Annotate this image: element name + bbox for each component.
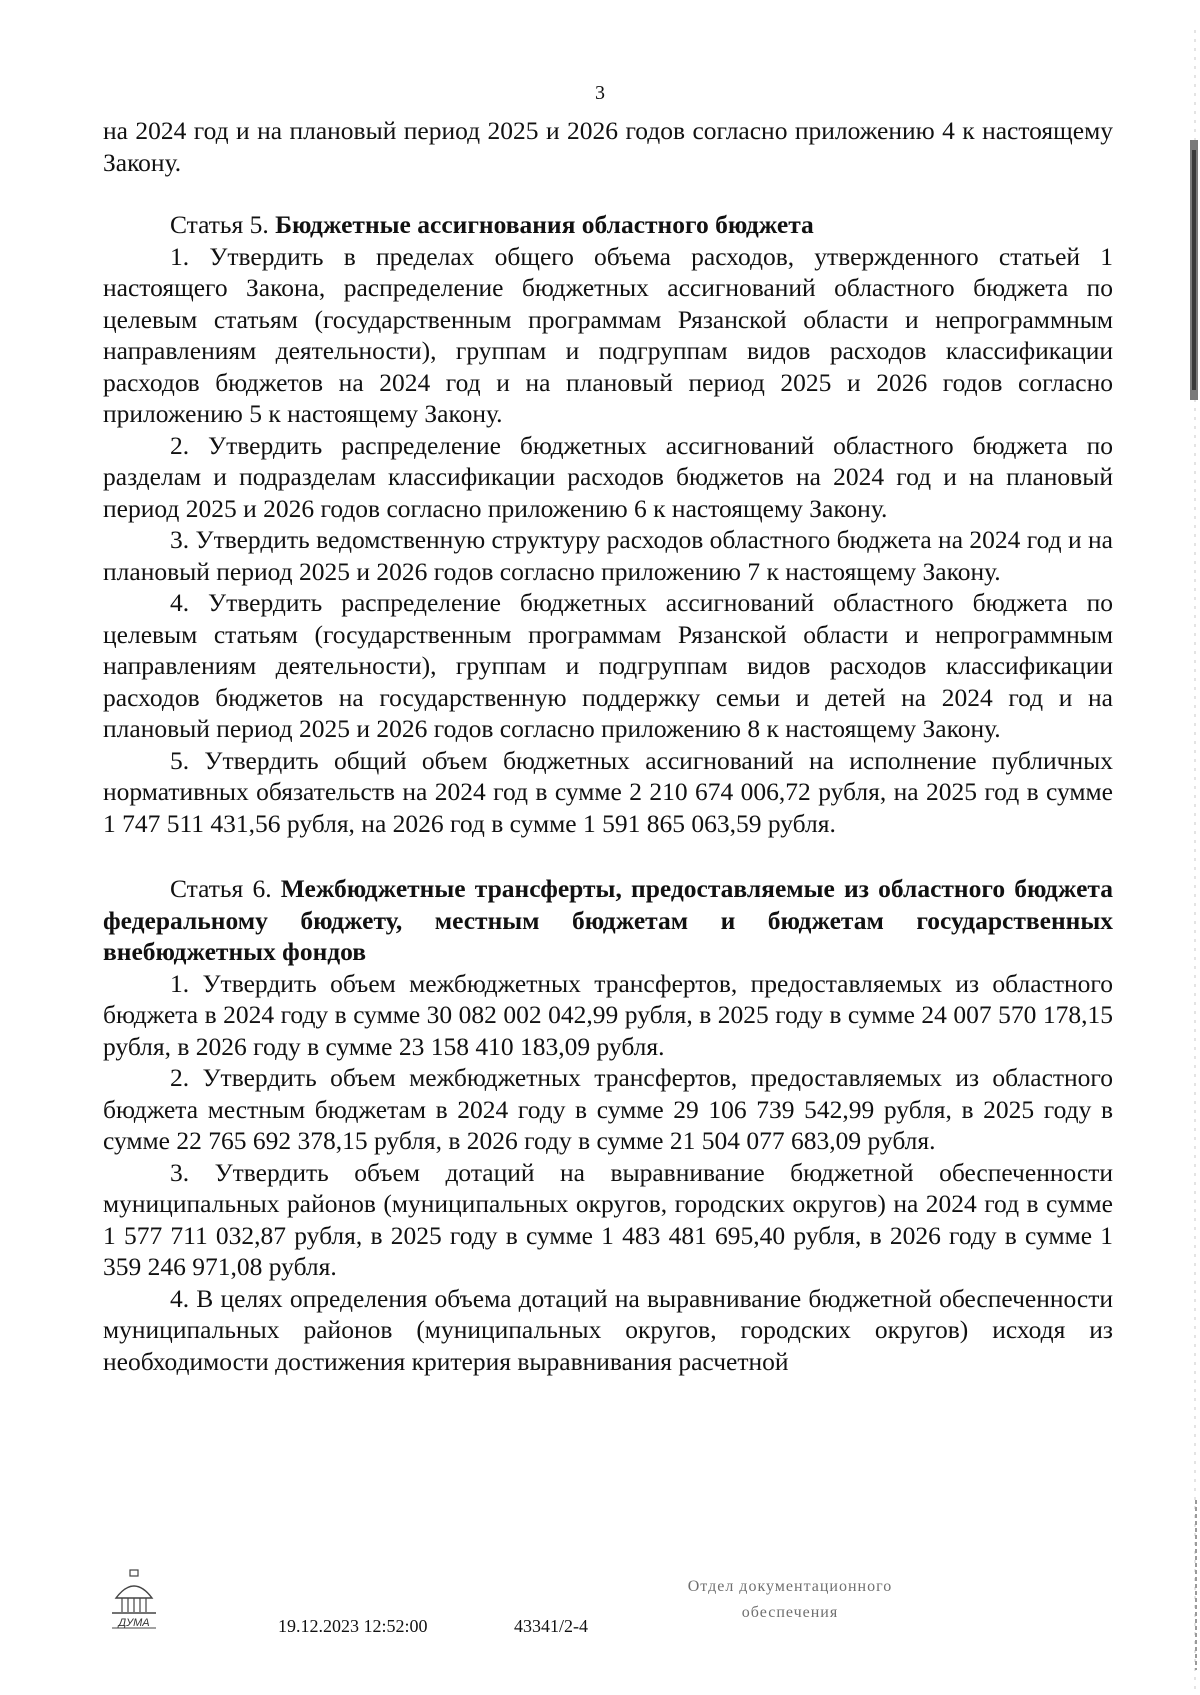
duma-logo-icon bbox=[108, 1568, 160, 1630]
footer-document-number: 43341/2-4 bbox=[514, 1616, 588, 1636]
logo-text: ДУМА bbox=[118, 1617, 150, 1629]
article-6-item-1: 1. Утвердить объем межбюджетных трансфертов, предоставляемых из областного бюджета в 2024 году в сумме 30 082 002 042,99 рубля, в 2025 году в сумме 24 007 570 178,15 рубля, в 2026 году в сумме 23 158 410 183,09 рубля. bbox=[103, 968, 1113, 1061]
stamp-line-2: обеспечения bbox=[741, 1604, 839, 1621]
stamp-line-1: Отдел документационного bbox=[687, 1578, 893, 1595]
article-6-heading bbox=[103, 873, 1113, 968]
article-5-heading bbox=[103, 209, 1113, 241]
article-5-item-4: 4. Утвердить распределение бюджетных ассигнований областного бюджета по целевым статьям (государственным программам Рязанской области и непрограммным направлениям деятельности), группам и подгруппам видов расходов классификации расходов бюджетов на государственную поддержку семьи и детей на 2024 год и на плановый период 2025 и 2026 годов согласно приложению 8 к настоящему Закону. bbox=[103, 588, 1113, 743]
article-6-item-2: 2. Утвердить объем межбюджетных трансфертов, предоставляемых из областного бюджета местным бюджетам в 2024 году в сумме 29 106 739 542,99 рубля, в 2025 году в сумме 22 765 692 378,15 рубля, в 2026 году в сумме 21 504 077 683,09 рубля. bbox=[103, 1063, 1113, 1155]
article-5-item-3: 3. Утвердить ведомственную структуру расходов областного бюджета на 2024 год и на плановый период 2025 и 2026 годов согласно приложению 7 к настоящему Закону. bbox=[103, 525, 1113, 586]
article-5-item-5: 5. Утвердить общий объем бюджетных ассигнований на исполнение публичных нормативных обязательств на 2024 год в сумме 2 210 674 006,72 рубля, на 2025 год в сумме 1 747 511 431,56 рубля, на 2026 год в сумме 1 591 865 063,59 рубля. bbox=[103, 745, 1113, 838]
article-6-prefix: Статья 6. bbox=[170, 874, 281, 903]
article-6-title: Межбюджетные трансферты, предоставляемые из областного бюджета федеральному бюджету, местным бюджетам и бюджетам государственных внебюджетных фондов bbox=[103, 874, 1113, 966]
paragraph-continuation: на 2024 год и на плановый период 2025 и 2026 годов согласно приложению 4 к настоящему Закону. bbox=[103, 116, 1113, 177]
document-body bbox=[103, 115, 1113, 1377]
footer-datetime: 19.12.2023 12:52:00 bbox=[278, 1616, 428, 1636]
article-6-item-3: 3. Утвердить объем дотаций на выравнивание бюджетной обеспеченности муниципальных районов (муниципальных округов, городских округов) на 2024 год в сумме 1 577 711 032,87 рубля, в 2025 году в сумме 1 483 481 695,40 рубля, в 2026 году в сумме 1 359 246 971,08 рубля. bbox=[103, 1157, 1113, 1281]
scan-edge-artifact bbox=[1176, 0, 1200, 1695]
article-5-title: Бюджетные ассигнования областного бюджета bbox=[275, 210, 814, 239]
article-5-item-2: 2. Утвердить распределение бюджетных ассигнований областного бюджета по разделам и подразделам классификации расходов бюджетов на 2024 год и на плановый период 2025 и 2026 годов согласно приложению 6 к настоящему Закону. bbox=[103, 430, 1113, 523]
article-6-item-4: 4. В целях определения объема дотаций на выравнивание бюджетной обеспеченности муниципальных районов (муниципальных округов, городских округов) исходя из необходимости достижения критерия выравнивания расчетной bbox=[103, 1283, 1113, 1376]
page-number: 3 bbox=[595, 82, 605, 104]
department-stamp bbox=[640, 1574, 940, 1626]
article-5-prefix: Статья 5. bbox=[170, 210, 276, 239]
article-5-item-1: 1. Утвердить в пределах общего объема расходов, утвержденного статьей 1 настоящего Закона, распределение бюджетных ассигнований областного бюджета по целевым статьям (государственным программам Рязанской области и непрограммным направлениям деятельности), группам и подгруппам видов расходов классификации расходов бюджетов на 2024 год и на плановый период 2025 и 2026 годов согласно приложению 5 к настоящему Закону. bbox=[103, 241, 1113, 428]
